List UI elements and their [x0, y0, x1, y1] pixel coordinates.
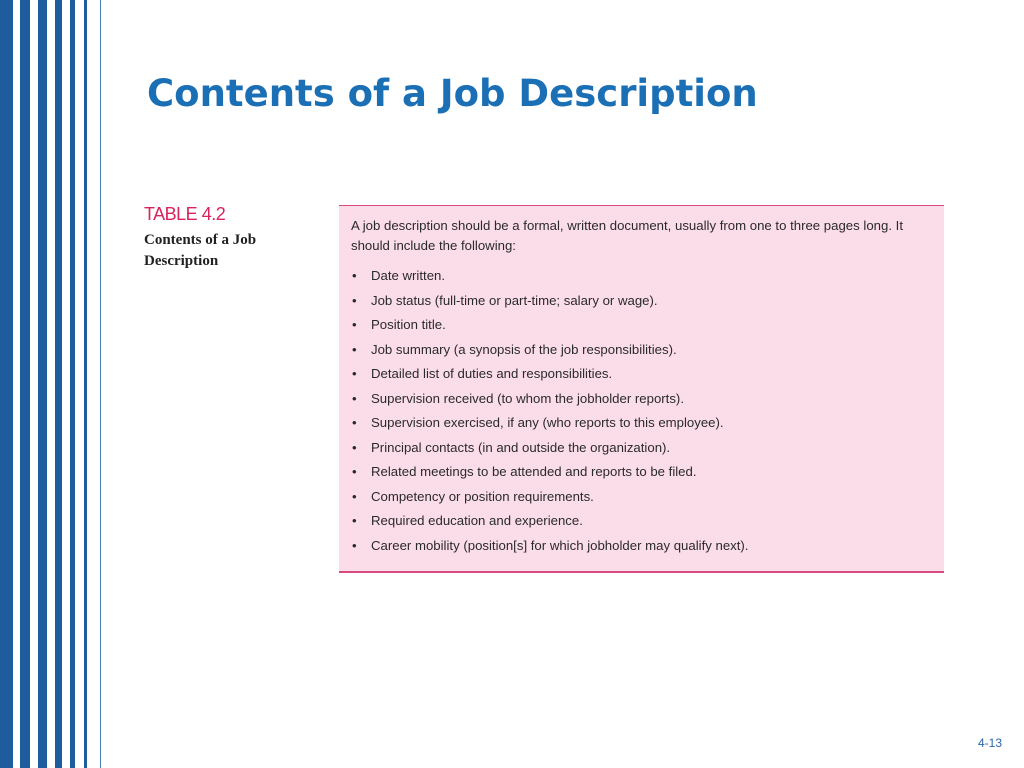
job-description-table [339, 205, 944, 573]
list-item-text: Detailed list of duties and responsibilities. [371, 366, 613, 381]
list-item [351, 362, 932, 387]
list-item-text: Position title. [371, 317, 446, 332]
decorative-stripe [38, 0, 47, 768]
list-item-text: Required education and experience. [371, 513, 583, 528]
bullet-icon: • [352, 366, 357, 381]
list-item [351, 264, 932, 289]
list-item [351, 289, 932, 314]
list-item [351, 534, 932, 559]
bullet-icon: • [352, 415, 357, 430]
list-item [351, 338, 932, 363]
table-label [144, 203, 314, 272]
list-item-text: Career mobility (position[s] for which jobholder may qualify next). [371, 537, 749, 553]
bullet-icon: • [352, 439, 357, 455]
content-list [351, 264, 932, 558]
decorative-stripe [70, 0, 75, 768]
list-item-text: Job summary (a synopsis of the job responsibilities). [371, 341, 677, 357]
bullet-icon: • [352, 537, 357, 553]
list-item [351, 313, 932, 338]
page-number: 4-13 [977, 736, 1002, 750]
bullet-icon: • [352, 488, 357, 504]
list-item-text: Competency or position requirements. [371, 488, 594, 504]
bullet-icon: • [352, 390, 357, 406]
bullet-icon: • [352, 268, 357, 283]
decorative-stripe [0, 0, 13, 768]
list-item-text: Related meetings to be attended and reports to be filed. [371, 464, 697, 479]
bullet-icon: • [352, 292, 357, 308]
decorative-stripe [20, 0, 30, 768]
list-item [351, 485, 932, 510]
bullet-icon: • [352, 317, 357, 332]
list-item-text: Date written. [371, 268, 446, 283]
list-item-text: Supervision received (to whom the jobholder reports). [371, 390, 684, 406]
list-item-text: Job status (full-time or part-time; salary or wage). [371, 292, 658, 308]
list-item [351, 436, 932, 461]
list-item [351, 411, 932, 436]
slide-title: Contents of a Job Description [147, 72, 758, 115]
table-number: TABLE 4.2 [144, 204, 226, 224]
table-caption: Contents of a Job Description [144, 232, 257, 269]
list-item-text: Supervision exercised, if any (who reports to this employee). [371, 415, 724, 430]
bullet-icon: • [352, 513, 357, 528]
list-item [351, 460, 932, 485]
list-item [351, 387, 932, 412]
list-item-text: Principal contacts (in and outside the organization). [371, 439, 671, 455]
table-intro: A job description should be a formal, written document, usually from one to three pages long. It should include the following: [351, 218, 903, 253]
decorative-stripe [100, 0, 101, 768]
list-item [351, 509, 932, 534]
decorative-stripe [84, 0, 87, 768]
bullet-icon: • [352, 464, 357, 479]
bullet-icon: • [352, 341, 357, 357]
decorative-stripe [55, 0, 62, 768]
